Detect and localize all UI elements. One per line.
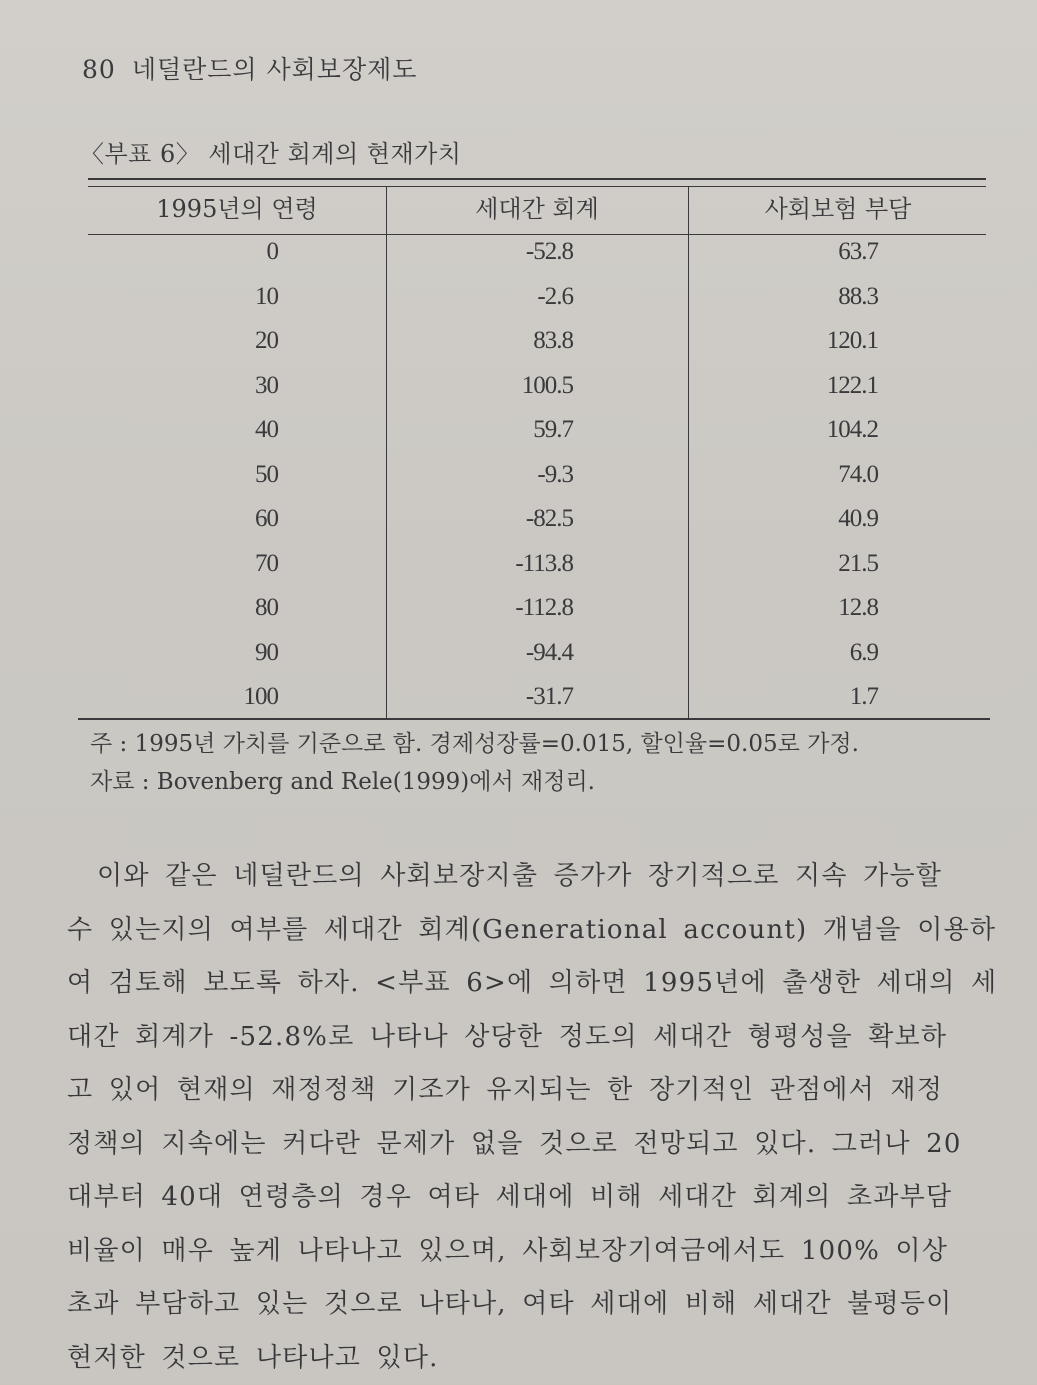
- cell-age: 90: [88, 631, 278, 675]
- header-generational-account: 세대간 회계: [388, 186, 686, 234]
- page-number: 80: [82, 55, 116, 84]
- cell-generational-account: -9.3: [388, 453, 573, 497]
- body-line: 정책의 지속에는 커다란 문제가 없을 것으로 전망되고 있다. 그러나 20: [67, 1118, 1002, 1172]
- body-line: 수 있는지의 여부를 세대간 회계(Generational account) 개념을 이용하: [67, 904, 1002, 958]
- table-row: [88, 586, 986, 631]
- cell-generational-account: -112.8: [388, 586, 573, 630]
- table-row: [88, 319, 986, 364]
- cell-social-insurance-burden: 6.9: [688, 631, 878, 675]
- cell-social-insurance-burden: 40.9: [688, 497, 878, 541]
- table-source: 자료 : Bovenberg and Rele(1999)에서 재정리.: [90, 763, 859, 801]
- table-row: [88, 408, 986, 453]
- cell-generational-account: -82.5: [388, 497, 573, 541]
- table-body: [88, 230, 986, 720]
- cell-generational-account: -113.8: [388, 542, 573, 586]
- body-line: 현저한 것으로 나타나고 있다.: [67, 1332, 1002, 1385]
- cell-social-insurance-burden: 120.1: [688, 319, 878, 363]
- running-head: [82, 50, 417, 86]
- cell-generational-account: -52.8: [388, 230, 573, 274]
- cell-generational-account: 59.7: [388, 408, 573, 452]
- cell-age: 0: [88, 230, 278, 274]
- cell-social-insurance-burden: 63.7: [688, 230, 878, 274]
- table-row: [88, 453, 986, 498]
- cell-generational-account: 83.8: [388, 319, 573, 363]
- table-note: 주 : 1995년 가치를 기준으로 함. 경제성장률=0.015, 할인율=0.05로 가정.: [90, 725, 859, 763]
- body-line: 이와 같은 네덜란드의 사회보장지출 증가가 장기적으로 지속 가능할: [67, 850, 1002, 904]
- table-row: [88, 230, 986, 275]
- cell-age: 100: [88, 675, 278, 719]
- cell-age: 60: [88, 497, 278, 541]
- table-bottom-rule: [78, 718, 990, 720]
- body-line: 대간 회계가 -52.8%로 나타나 상당한 정도의 세대간 형평성을 확보하: [67, 1011, 1002, 1065]
- body-line: 비율이 매우 높게 나타나고 있으며, 사회보장기여금에서도 100% 이상: [67, 1225, 1002, 1279]
- cell-generational-account: 100.5: [388, 364, 573, 408]
- body-line: 여 검토해 보도록 하자. <부표 6>에 의하면 1995년에 출생한 세대의 세: [67, 957, 1002, 1011]
- cell-social-insurance-burden: 1.7: [688, 675, 878, 719]
- cell-generational-account: -94.4: [388, 631, 573, 675]
- body-paragraph: [67, 850, 1002, 1385]
- body-line: 대부터 40대 연령층의 경우 여타 세대에 비해 세대간 회계의 초과부담: [67, 1171, 1002, 1225]
- cell-social-insurance-burden: 104.2: [688, 408, 878, 452]
- table-row: [88, 497, 986, 542]
- table-notes: [90, 725, 859, 801]
- cell-age: 70: [88, 542, 278, 586]
- cell-social-insurance-burden: 12.8: [688, 586, 878, 630]
- table-caption: 〈부표 6〉 세대간 회계의 현재가치: [80, 134, 462, 169]
- header-social-insurance-burden: 사회보험 부담: [690, 186, 986, 234]
- cell-age: 10: [88, 275, 278, 319]
- table-row: [88, 631, 986, 676]
- cell-age: 80: [88, 586, 278, 630]
- cell-age: 40: [88, 408, 278, 452]
- cell-generational-account: -2.6: [388, 275, 573, 319]
- cell-age: 30: [88, 364, 278, 408]
- header-age: 1995년의 연령: [88, 186, 386, 234]
- cell-social-insurance-burden: 74.0: [688, 453, 878, 497]
- table-row: [88, 275, 986, 320]
- cell-social-insurance-burden: 88.3: [688, 275, 878, 319]
- cell-social-insurance-burden: 21.5: [688, 542, 878, 586]
- cell-social-insurance-burden: 122.1: [688, 364, 878, 408]
- cell-generational-account: -31.7: [388, 675, 573, 719]
- table-row: [88, 542, 986, 587]
- book-title: 네덜란드의 사회보장제도: [132, 55, 418, 84]
- body-line: 고 있어 현재의 재정정책 기조가 유지되는 한 장기적인 관점에서 재정: [67, 1064, 1002, 1118]
- cell-age: 20: [88, 319, 278, 363]
- table-row: [88, 675, 986, 720]
- cell-age: 50: [88, 453, 278, 497]
- table-row: [88, 364, 986, 409]
- body-line: 초과 부담하고 있는 것으로 나타나, 여타 세대에 비해 세대간 불평등이: [67, 1278, 1002, 1332]
